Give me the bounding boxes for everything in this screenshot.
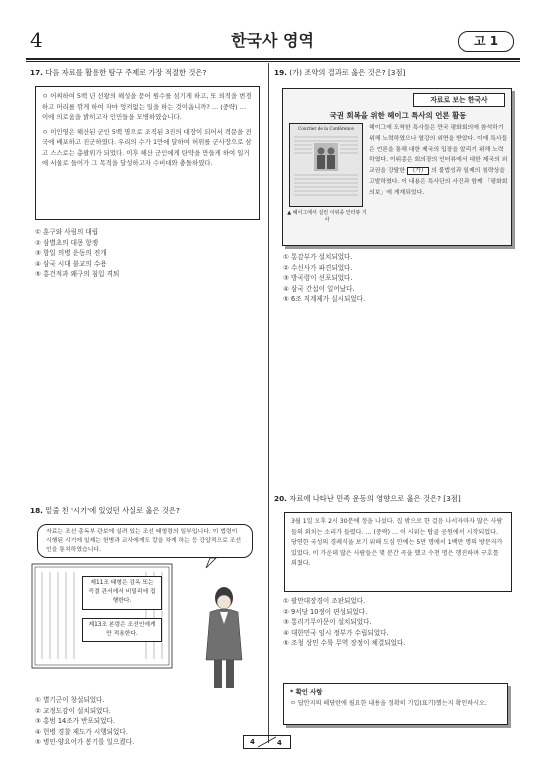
- q20-option[interactable]: ② 9서당 10정이 편성되었다.: [283, 607, 368, 616]
- panel-title: 국권 회복을 위한 헤이그 특사의 언론 활동: [329, 111, 467, 120]
- footer-page: 4: [250, 738, 255, 746]
- gazette-article-13: 제13조 본령은 조선인에게만 적용한다.: [82, 618, 162, 642]
- q17-option[interactable]: ② 삼별초의 대몽 항쟁: [35, 238, 99, 247]
- q18-option[interactable]: ⑤ 병인·양요어가 봉기를 일으켰다.: [35, 738, 135, 746]
- question-20-options: [283, 596, 511, 649]
- newspaper-caption: ▲ 헤이그에서 실린 이위종 인터뷰 기사: [287, 210, 367, 223]
- footer-total: 4: [277, 739, 282, 747]
- q20-option[interactable]: ③ 통리기무아문이 설치되었다.: [283, 618, 372, 626]
- question-20-passage-box: [284, 512, 512, 592]
- newspaper-image: [289, 123, 363, 207]
- exam-title: 한국사 영역: [231, 31, 314, 50]
- q18-option[interactable]: ③ 홍범 14조가 반포되었다.: [35, 717, 116, 725]
- q17-option[interactable]: ③ 항일 의병 운동의 전개: [35, 249, 107, 257]
- q19-option[interactable]: ② 수신사가 파견되었다.: [283, 263, 353, 272]
- q20-passage: 3월 1일 오후 2시 30분에 정을 나섰다. 집 밖으로 한 걸음 나서자마자 많은 사람들의 외치는 소리가 들렸다. … (중략) … 이 시위는 탑골 공원에서 시작되었다. 당연한 국성의 경례식을 보기 위해 도심 안에는 5만 명에서 1백만 명의 방문자가 있었다. 이 가운데 많은 사람들은 몇 분간 곡을 했고 수천 명은 행진하며 구호를 외쳤다.: [291, 518, 503, 567]
- question-18-stem: 18. 밑줄 친 '시기'에 있었던 사실로 옳은 것은?: [30, 506, 180, 515]
- question-20-stem: 20. 자료에 나타난 민족 운동의 영향으로 옳은 것은? [3점]: [274, 494, 461, 503]
- page-number: 4: [30, 28, 43, 52]
- header-rule: [26, 58, 520, 60]
- q17-paragraph-1: ㅇ 어찌하여 5백 년 선왕의 해성을 묻어 원수를 섬기게 하고, 또 외적을 변경하고 머리를 깎게 하여 자마 엉켜없는 일을 하는 것이옵니까? … (중략) … 이에 의로움을 밝히고자 인민들을 모병하였습니다.: [42, 92, 252, 121]
- question-19-panel: [282, 88, 512, 246]
- notice-title: * 확인 사항: [290, 688, 323, 696]
- q19-option[interactable]: ① 통감부가 설치되었다.: [283, 253, 353, 261]
- notice-body: ㅇ 답안지의 해당란에 필요한 내용을 정확히 기입(표기)했는지 확인하시오.: [290, 700, 487, 707]
- q18-option[interactable]: ② 교정도감이 설치되었다.: [35, 706, 111, 715]
- q17-option[interactable]: ① 훈구와 사림의 대립: [35, 228, 99, 236]
- question-17-source-box: [35, 86, 260, 220]
- question-18-options: [35, 695, 260, 748]
- footer-page-indicator: [243, 735, 291, 749]
- blank-ga: (가): [407, 167, 429, 175]
- question-17-options: [35, 227, 260, 280]
- grade-badge: 고 1: [458, 31, 514, 52]
- question-18-figure: [30, 524, 258, 692]
- q19-option[interactable]: ④ 삼국 간섭이 일어났다.: [283, 284, 355, 293]
- question-19-options: [283, 252, 508, 305]
- header-rule-thin: [26, 61, 520, 62]
- teacher-speech-bubble: 자료는 조선 총독부 관보에 실려 있는 조선 태형령의 일부입니다. 이 법령이 시행된 시기에 일제는 헌병과 교사에게도 칼을 차게 하는 등 강압적으로 조선인을 통치하였습니다.: [37, 524, 253, 558]
- gazette-article-11: 제11조 태형은 감옥 또는 즉결 관서에서 비밀리에 집행한다.: [82, 576, 162, 610]
- newspaper-name: Courrier de la Conférence: [298, 126, 354, 131]
- q20-option[interactable]: ⑤ 조청 상민 수륙 무역 장정이 체결되었다.: [283, 639, 406, 647]
- q19-option[interactable]: ③ 방곡령이 선포되었다.: [283, 274, 353, 282]
- column-divider: [268, 63, 269, 743]
- newspaper-photo-icon: [290, 131, 362, 203]
- q19-option[interactable]: ⑤ 6조 직계제가 실시되었다.: [283, 295, 366, 303]
- panel-label: 자료로 보는 한국사: [413, 93, 505, 107]
- q17-option[interactable]: ⑤ 홍건적과 왜구의 침입 격퇴: [35, 270, 120, 278]
- confirmation-notice: [283, 683, 508, 725]
- q18-option[interactable]: ① 별기군이 창설되었다.: [35, 696, 105, 704]
- question-19-stem: 19. (가) 조약의 결과로 옳은 것은? [3점]: [274, 68, 406, 77]
- q20-option[interactable]: ① 팔만대장경이 조판되었다.: [283, 597, 366, 605]
- q17-option[interactable]: ④ 삼국 시대 불교의 수용: [35, 259, 107, 268]
- q20-option[interactable]: ④ 대한민국 임시 정부가 수립되었다.: [283, 628, 389, 637]
- panel-body: 헤이그에 도착한 특사들은 만국 평화회의에 참석하기 위해 노력하였으나 열강의 외면을 받았다. 이에 특사들은 언론을 통해 대한 제국의 입장을 알리기 위해 노력하였다. 이위종은 회의장의 인터뷰에서 대한 제국의 외교권을 강탈한 (가) 의 불법성과 일제의 침략상을 고발하였다. 이 내용은 특사단의 사진과 함께 「평화회의보」에 게재되었다.: [369, 125, 508, 196]
- q18-option[interactable]: ④ 헌병 경찰 제도가 시행되었다.: [35, 727, 128, 736]
- question-17-stem: 17. 다음 자료를 활용한 탐구 주제로 가장 적절한 것은?: [30, 68, 207, 77]
- q17-paragraph-2: ㅇ 이인영은 해산된 군인 5백 명으로 조직된 3진의 대장이 되어서 격문을 전국에 배포하고 진군하였다. 우리의 수가 1만에 달하여 허위를 군사장으로 삼고 스스로는 총괄위가 되었다. 이후 해산 군인에게 탄약을 만들게 하여 일거에 서울로 들어가 그 목적을 달성하고자 수비대와 충돌하였다.: [42, 127, 252, 167]
